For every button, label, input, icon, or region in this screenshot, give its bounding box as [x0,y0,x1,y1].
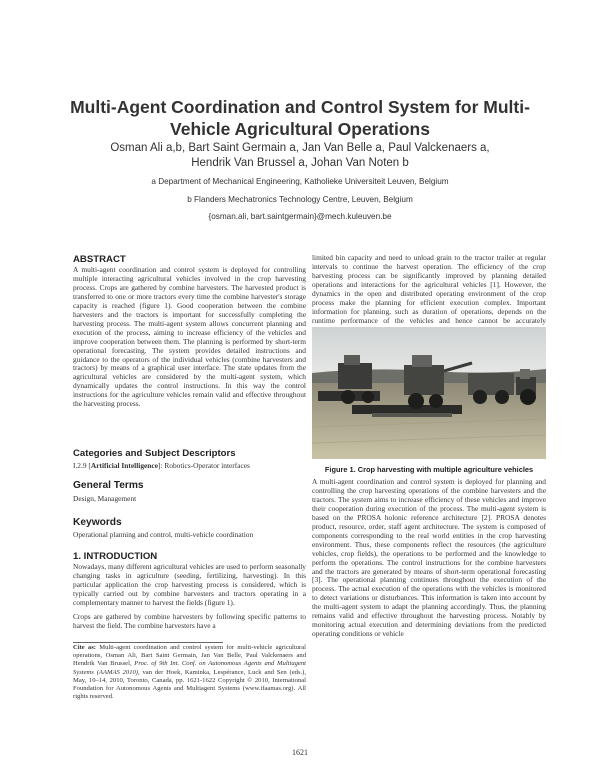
affiliation-a: a Department of Mechanical Engineering, Katholieke Universiteit Leuven, Belgium [151,177,449,186]
categories-heading: Categories and Subject Descriptors [73,448,236,459]
citation-label: Cite as: [73,644,96,651]
keywords-heading: Keywords [73,517,122,528]
author-email: {osman.ali, bart.saintgermain}@mech.kuleuven.be [208,212,392,221]
general-terms-text: Design, Management [73,494,137,503]
citation-text: Multi-agent coordination and control system for multi-vehicle agricultural operations, Osman Ali, Bart Saint Germain, Jan Van Belle, Paul Valckenaers and Hendrik Van Brussel, [73,644,306,668]
page-number: 1621 [292,748,308,757]
right-column-paragraph-1: limited bin capacity and need to unload grain to the tractor trailer at regular intervals to continue the harvest operation. The efficiency of the crop harvesting process can be significantly improved by planning detailed operations and interactions for the agricultural vehicles [1]. However, the dynamics in the open and distributed operating environment of the crop process make the planning for efficient execution complex. Important information for planning, such as duration of operations, depends on the runtime performance of the vehicles and hence cannot be accurately [312,253,546,325]
introduction-paragraph-1: Nowadays, many different agricultural vehicles are used to perform seasonally changing tasks in agriculture (seeding, fertilizing, harvesting). In this particular application the crop harvesting process is considered, which is typically carried out by combine harvesters and tractors operating in a complementary manner to harvest the fields (figure 1). [73,562,306,607]
abstract-heading: ABSTRACT [73,254,126,265]
categories-prefix: I.2.9 [ [73,461,91,470]
harvest-photo-graphic [312,327,546,459]
categories-bold: Artificial Intelligence [90,461,158,470]
tractor-with-trailer [468,369,536,405]
introduction-body [73,563,306,631]
introduction-heading: 1. INTRODUCTION [73,551,158,562]
title-line-2: Vehicle Agricultural Operations [170,119,430,139]
right-column-paragraph-2: A multi-agent coordination and control system is deployed for planning and controlling the crop harvesting operations of the combine harvesters and the tractors. The system aims to increase efficiency of these vehicles and improve their cooperation during execution of the process. The multi-agent system is based on the PROSA holonic reference architecture [2]. PROSA denotes product, resource, order, staff agent architecture. The system is composed of components corresponding to the real world entities in the crop harvesting environment. Thus, these components reflect the resources (the agriculture vehicles, crop fields), the operations to be performed and the knowledge to perform the operations. The control instructions for the combine harvesters and the tractors are generated by means of short-term operational forecasting [3]. The operational planning continues throughout the execution of the process. The actual execution of the operations with the vehicles is monitored to detect variations or disturbances. This information is taken into account by the multi-agent system to adapt the planning accordingly. Thus, the planning remains valid and effective throughout the harvesting process. Notably by monitoring actual execution and determining deviations from the predicted operating conditions or vehicle [312,477,546,639]
harvest-photo [312,327,546,459]
authors-line-2: Hendrik Van Brussel a, Johan Van Noten b [191,157,409,169]
general-terms-heading: General Terms [73,480,144,491]
footnote-divider [73,642,223,643]
title-line-1: Multi-Agent Coordination and Control System for Multi- [70,97,530,117]
citation-tail: , van der Hoek, Kaminka, Lespérance, Luck and Sen (eds.), May, 10–14, 2010, Toronto, Canada, pp. 1621-1622 Copyright © 2010, International Foundation for Autonomous Agents and Multiagent Systems (www.ifaamas.org). All rights reserved. [73,668,307,701]
categories-body [73,462,306,471]
keywords-text: Operational planning and control, multi-vehicle coordination [73,530,254,539]
paper-title [60,96,540,140]
author-list [60,141,540,171]
affiliation-b: b Flanders Mechatronics Technology Centre, Leuven, Belgium [187,195,413,204]
introduction-paragraph-2: Crops are gathered by combine harvesters by following specific patterns to harvest the field. The combine harvesters have a [73,611,306,630]
abstract-text: A multi-agent coordination and control system is deployed for controlling multiple interacting agricultural vehicles involved in the crop harvesting process. Crops are gathered by combine harvesters. The harvested product is transferred to one or more tractors every time the combine harvester's storage capacity is reached (figure 1). Good cooperation between the combine harvesters and the tractors is important for successfully completing the harvesting process. The multi-agent system allows concurrent planning and execution of the process, aiming to increase efficiency of the vehicles and improve cooperation between them. The planning is performed by short-term operational forecasting. The system provides detailed instructions and guidance to the operators of the individual vehicles (combine harvesters and tractors) by means of a graphical user interface. The state updates from the agricultural vehicles are considered by the multi-agent system, which dynamically updates the control instructions. In this way the control instructions for the agriculture vehicles remain valid and effective throughout the harvesting process. [73,265,306,409]
figure-caption: Figure 1. Crop harvesting with multiple agriculture vehicles [324,465,534,474]
citation-venue: Proc. of 9th Int. Conf. on Autonomous Agents and Multiagent Systems (AAMAS 2010) [73,660,306,676]
citation-note [73,644,306,701]
categories-suffix: ]: Robotics-Operator interfaces [157,461,250,470]
abstract-body [73,266,306,409]
authors-line-1: Osman Ali a,b, Bart Saint Germain a, Jan Van Belle a, Paul Valckenaers a, [110,142,490,154]
